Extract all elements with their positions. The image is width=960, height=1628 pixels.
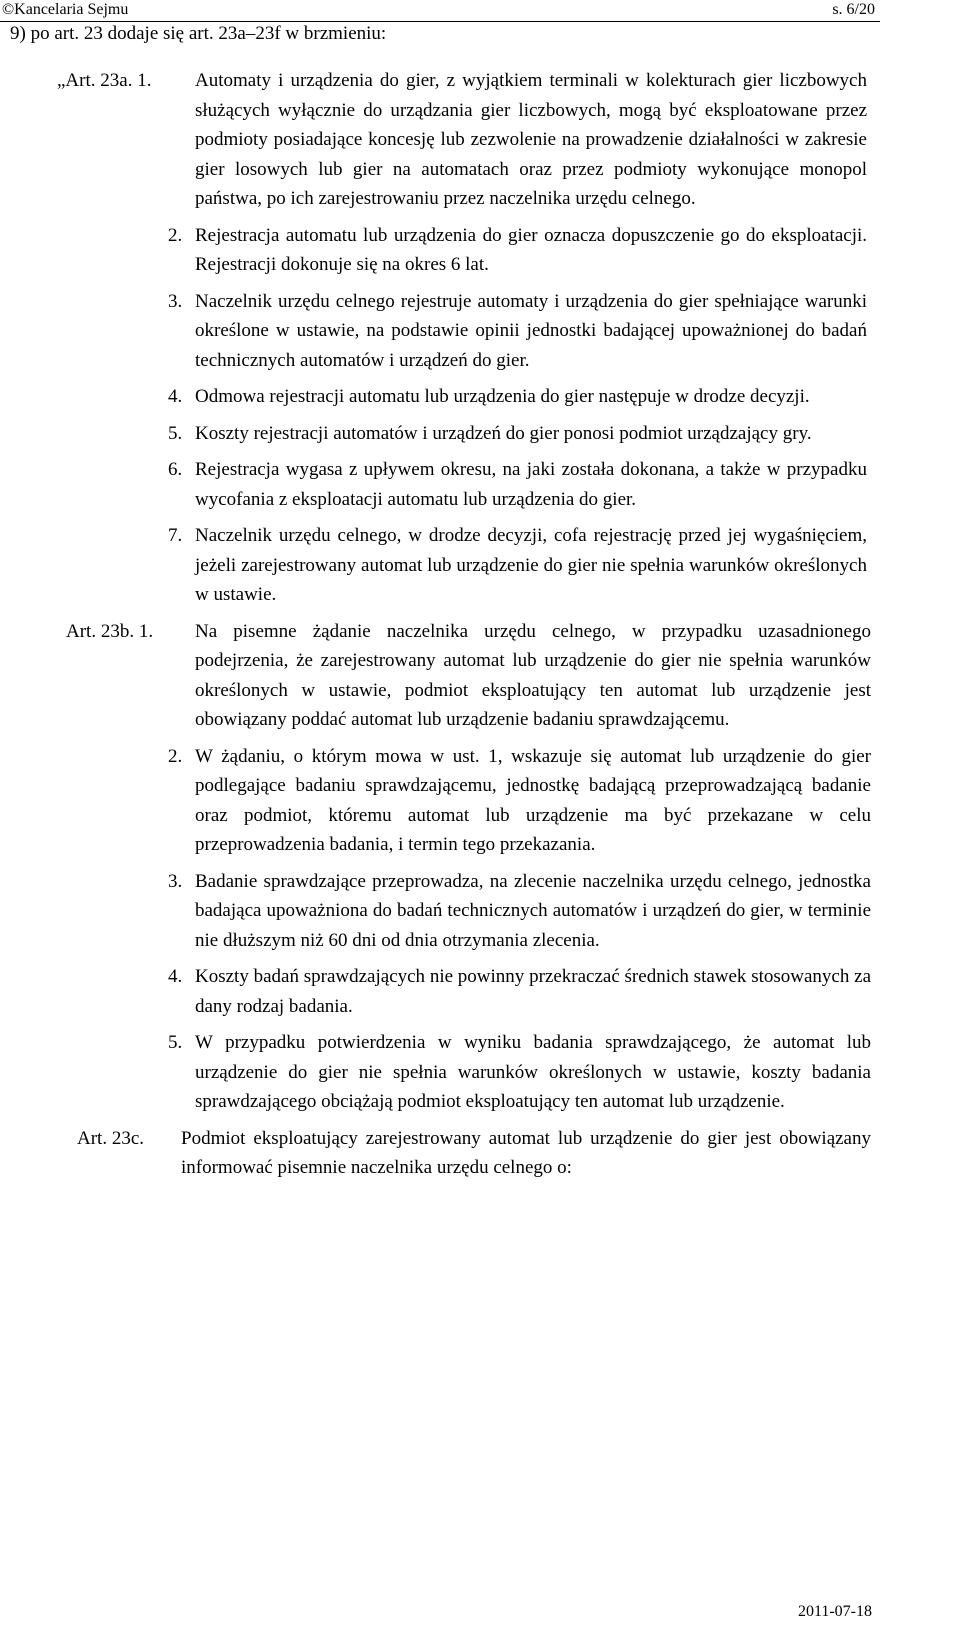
art-23c: [0, 1124, 871, 1183]
section-text: Badanie sprawdzające przeprowadza, na zlecenie naczelnika urzędu celnego, jednostka badająca upoważniona do badań technicznych automatów i urządzeń do gier, w terminie nie dłuższym niż 60 dni od dnia otrzymania zlecenia.: [195, 870, 871, 951]
document-body: [0, 66, 960, 1183]
section-number: 5.: [168, 422, 183, 444]
section-text: Koszty badań sprawdzających nie powinny przekraczać średnich stawek stosowanych za dany rodzaj badania.: [195, 966, 871, 1017]
section-number: 5.: [168, 1032, 183, 1053]
art-23b-section-4: [0, 962, 871, 1021]
art-23a-section-5: [0, 419, 867, 449]
art-23b-section-3: [0, 867, 871, 956]
section-number: 4.: [168, 386, 183, 407]
art-23b-section-2: [0, 742, 871, 860]
section-number: 2.: [168, 745, 183, 767]
page-footer-date: 2011-07-18: [797, 1603, 872, 1620]
section-text: W żądaniu, o którym mowa w ust. 1, wskazuje się automat lub urządzenie do gier podlegające badaniu sprawdzającemu, jednostkę badającą przeprowadzającą badanie oraz podmiot, któremu automat lub urządzenie ma być przekazane w celu przeprowadzenia badania, i termin tego przekazania.: [195, 745, 871, 855]
amendment-intro: 9) po art. 23 dodaje się art. 23a–23f w brzmieniu:: [10, 23, 387, 44]
art-23b-section-1-text: Na pisemne żądanie naczelnika urzędu celnego, w przypadku uzasadnionego podejrzenia, że zarejestrowany automat lub urządzenie do gier nie spełnia warunków określonych w ustawie, podmiot eksploatujący ten automat lub urządzenie jest obowiązany poddać automat lub urządzenie badaniu sprawdzającemu.: [195, 620, 871, 730]
section-number: 2.: [168, 224, 183, 246]
art-23a-section-1: [0, 66, 867, 214]
art-23b-marker: Art. 23b. 1.: [66, 620, 154, 642]
page-header: [0, 0, 960, 20]
art-23a-section-3: [0, 287, 867, 376]
section-text: W przypadku potwierdzenia w wyniku badania sprawdzającego, że automat lub urządzenie do gier nie spełnia warunków określonych w ustawie, koszty badania sprawdzającego obciążają podmiot eksploatujący ten automat lub urządzenie.: [195, 1032, 871, 1112]
section-number: 6.: [168, 459, 183, 480]
section-number: 4.: [168, 966, 183, 987]
page-number: s. 6/20: [832, 1, 875, 18]
section-text: Rejestracja automatu lub urządzenia do gier oznacza dopuszczenie go do eksploatacji. Rejestracji dokonuje się na okres 6 lat.: [195, 224, 867, 275]
art-23b-section-1: [0, 617, 871, 735]
section-text: Koszty rejestracji automatów i urządzeń do gier ponosi podmiot urządzający gry.: [195, 422, 812, 444]
section-text: Naczelnik urzędu celnego, w drodze decyzji, cofa rejestrację przed jej wygaśnięciem, jeżeli zarejestrowany automat lub urządzenie do gier nie spełnia warunków określonych w ustawie.: [195, 525, 867, 605]
section-number: 3.: [168, 290, 183, 312]
section-number: 3.: [168, 870, 183, 892]
section-text: Naczelnik urzędu celnego rejestruje automaty i urządzenia do gier spełniające warunki określone w ustawie, na podstawie opinii jednostki badającej upoważnionej do badań technicznych automatów i urządzeń do gier.: [195, 290, 867, 371]
art-23c-marker: Art. 23c.: [77, 1127, 145, 1149]
document-source: ©Kancelaria Sejmu: [2, 1, 129, 18]
section-text: Odmowa rejestracji automatu lub urządzenia do gier następuje w drodze decyzji.: [195, 386, 810, 407]
art-23a-section-1-text: Automaty i urządzenia do gier, z wyjątkiem terminali w kolekturach gier liczbowych służących wyłącznie do urządzania gier liczbowych, mogą być eksploatowane przez podmioty posiadające koncesję lub zezwolenie na prowadzenie działalności w zakresie gier losowych lub gier na automatach oraz przez podmioty wykonujące monopol państwa, po ich zarejestrowaniu przez naczelnika urzędu celnego.: [195, 70, 867, 209]
section-text: Rejestracja wygasa z upływem okresu, na jaki została dokonana, a także w przypadku wycofania z eksploatacji automatu lub urządzenia do gier.: [195, 459, 867, 510]
art-23a-section-2: [0, 221, 867, 280]
section-number: 7.: [168, 525, 183, 546]
art-23b-section-5: [0, 1028, 871, 1117]
art-23a-section-7: [0, 521, 867, 610]
art-23c-text: Podmiot eksploatujący zarejestrowany automat lub urządzenie do gier jest obowiązany informować pisemnie naczelnika urzędu celnego o:: [181, 1127, 871, 1178]
art-23a-section-4: [0, 382, 867, 412]
art-23a-section-6: [0, 455, 867, 514]
art-23a-marker: „Art. 23a. 1.: [57, 70, 152, 91]
